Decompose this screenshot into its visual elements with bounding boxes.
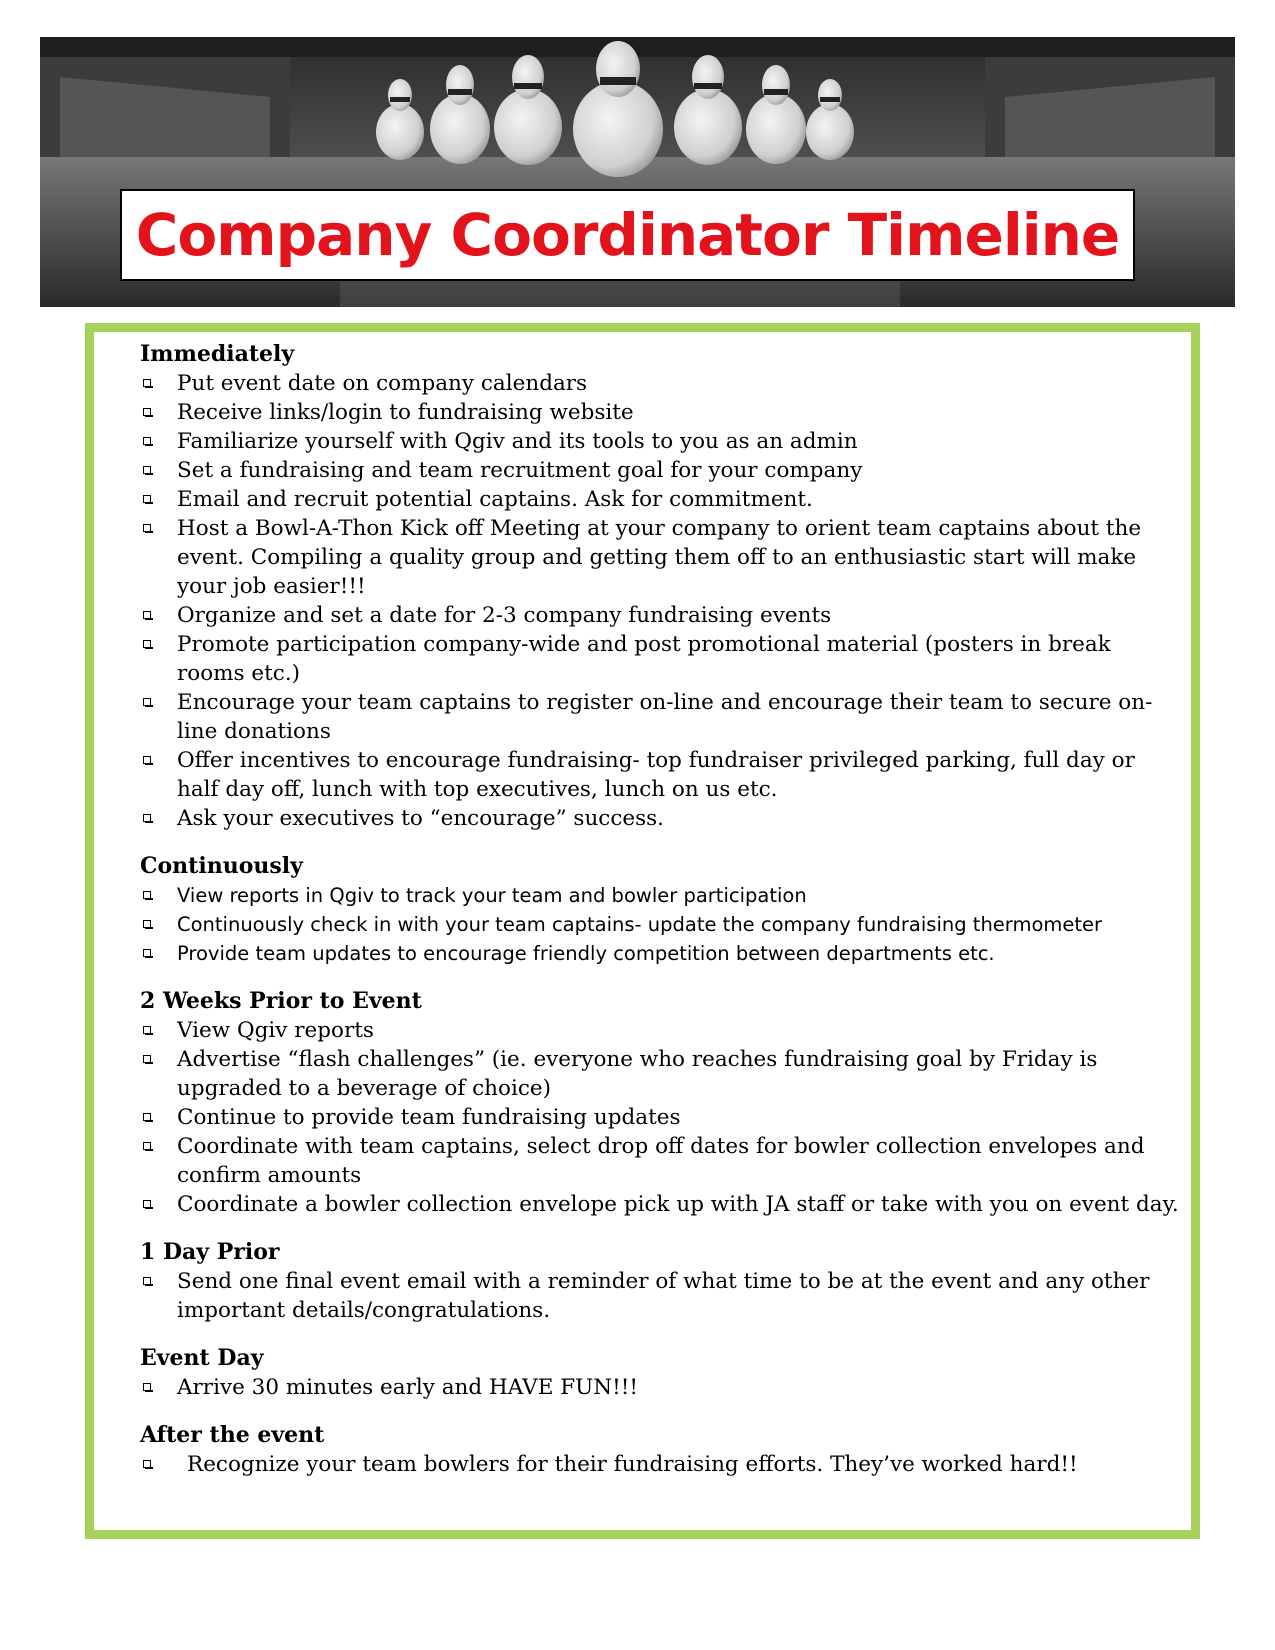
checklist-item: Host a Bowl-A-Thon Kick off Meeting at your company to orient team captains about the event. Compiling a quality group and getting them off to an enthusiastic start will make your job easier!!! <box>140 514 1180 601</box>
checklist-item: View reports in Qgiv to track your team and bowler participation <box>140 881 1180 910</box>
checklist-item: Set a fundraising and team recruitment goal for your company <box>140 456 1180 485</box>
checkbox-icon <box>143 437 151 445</box>
section-title: 1 Day Prior <box>140 1239 280 1265</box>
checkbox-icon <box>143 408 151 416</box>
checkbox-icon <box>143 1383 151 1391</box>
section-continuously <box>140 852 1180 968</box>
checklist-item: Organize and set a date for 2-3 company fundraising events <box>140 601 1180 630</box>
checklist-item: Offer incentives to encourage fundraising- top fundraiser privileged parking, full day or half day off, lunch with top executives, lunch on us etc. <box>140 746 1180 804</box>
section-title: Event Day <box>140 1345 264 1371</box>
checklist-item: Email and recruit potential captains. Ask for commitment. <box>140 485 1180 514</box>
checkbox-icon <box>143 1055 151 1063</box>
section-title: After the event <box>140 1422 325 1448</box>
checklist-item: Receive links/login to fundraising website <box>140 398 1180 427</box>
checkbox-icon <box>143 640 151 648</box>
checkbox-icon <box>143 1277 151 1285</box>
checklist-item: Ask your executives to “encourage” success. <box>140 804 1180 833</box>
checkbox-icon <box>143 814 151 822</box>
checklist-item: Recognize your team bowlers for their fundraising efforts. They’ve worked hard!! <box>140 1450 1180 1479</box>
section-title: Immediately <box>140 341 295 367</box>
timeline-content <box>140 340 1180 1498</box>
checkbox-icon <box>143 495 151 503</box>
checkbox-icon <box>143 756 151 764</box>
checkbox-icon <box>143 466 151 474</box>
checkbox-icon <box>143 524 151 532</box>
page-title: Company Coordinator Timeline <box>135 201 1120 269</box>
section-2-weeks-prior <box>140 987 1180 1219</box>
checklist-item: Continuously check in with your team captains- update the company fundraising thermometer <box>140 910 1180 939</box>
section-after-event <box>140 1421 1180 1479</box>
title-box <box>120 189 1135 281</box>
section-immediately <box>140 340 1180 833</box>
checklist-item: Send one final event email with a reminder of what time to be at the event and any other important details/congratulations. <box>140 1267 1180 1325</box>
checklist-item: View Qgiv reports <box>140 1016 1180 1045</box>
section-title: 2 Weeks Prior to Event <box>140 988 422 1014</box>
checklist-item: Coordinate a bowler collection envelope pick up with JA staff or take with you on event day. <box>140 1190 1180 1219</box>
checkbox-icon <box>143 920 151 928</box>
header-banner <box>40 37 1235 307</box>
checklist-item: Advertise “flash challenges” (ie. everyone who reaches fundraising goal by Friday is upgraded to a beverage of choice) <box>140 1045 1180 1103</box>
checklist-item: Promote participation company-wide and post promotional material (posters in break rooms etc.) <box>140 630 1180 688</box>
checklist-item: Provide team updates to encourage friendly competition between departments etc. <box>140 939 1180 968</box>
checklist-item: Put event date on company calendars <box>140 369 1180 398</box>
section-event-day <box>140 1344 1180 1402</box>
checkbox-icon <box>143 949 151 957</box>
checkbox-icon <box>143 1200 151 1208</box>
checklist-item: Encourage your team captains to register on-line and encourage their team to secure on-line donations <box>140 688 1180 746</box>
section-title: Continuously <box>140 853 303 879</box>
checklist-item: Arrive 30 minutes early and HAVE FUN!!! <box>140 1373 1180 1402</box>
checkbox-icon <box>143 1142 151 1150</box>
checkbox-icon <box>143 1460 151 1468</box>
checkbox-icon <box>143 1026 151 1034</box>
checkbox-icon <box>143 891 151 899</box>
checklist-item: Continue to provide team fundraising updates <box>140 1103 1180 1132</box>
checkbox-icon <box>143 1113 151 1121</box>
checklist-item: Familiarize yourself with Qgiv and its tools to you as an admin <box>140 427 1180 456</box>
checkbox-icon <box>143 379 151 387</box>
checkbox-icon <box>143 698 151 706</box>
section-1-day-prior <box>140 1238 1180 1325</box>
checklist-item: Coordinate with team captains, select drop off dates for bowler collection envelopes and confirm amounts <box>140 1132 1180 1190</box>
checkbox-icon <box>143 611 151 619</box>
